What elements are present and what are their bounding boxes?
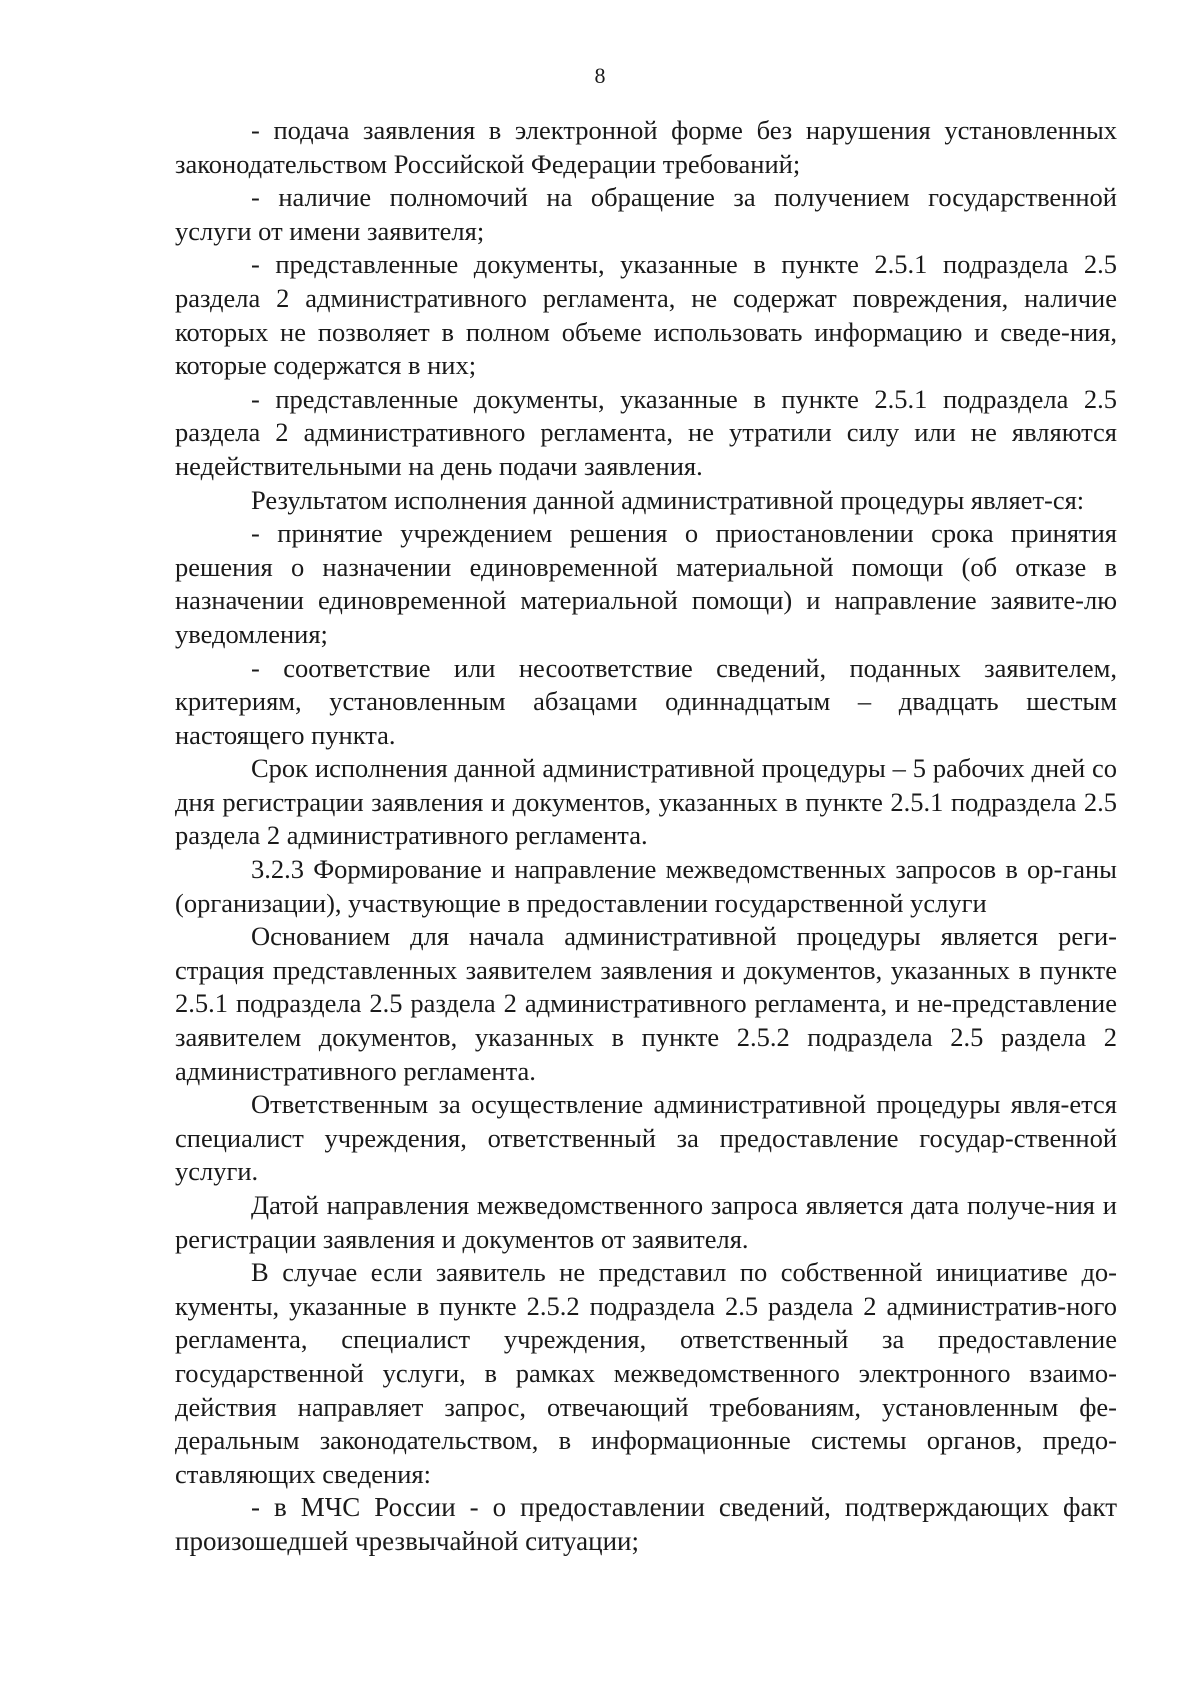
paragraph-documents-not-damaged: - представленные документы, указанные в пункте 2.5.1 подраздела 2.5 раздела 2 административного регламента, не содержат повреждения, наличие которых не позволяет в полном объеме использовать информацию и сведе-ния, которые содержатся в них; [175, 249, 1117, 381]
page-number: 8 [594, 63, 606, 88]
paragraph-responsible: Ответственным за осуществление административной процедуры явля-ется специалист учреждения, ответственный за предоставление государ-ственной услуги. [175, 1089, 1117, 1187]
paragraph-authority: - наличие полномочий на обращение за получением государственной услуги от имени заявителя; [175, 182, 1117, 246]
paragraph-deadline: Срок исполнения данной административной процедуры – 5 рабочих дней со дня регистрации заявления и документов, указанных в пункте 2.5.1 подраздела 2.5 раздела 2 административного регламента. [175, 753, 1117, 851]
paragraph-request-date: Датой направления межведомственного запроса является дата получе-ния и регистрации заявления и документов от заявителя. [175, 1190, 1117, 1254]
paragraph-basis: Основанием для начала административной процедуры является реги-страция представленных заявителем заявления и документов, указанных в пункте 2.5.1 подраздела 2.5 раздела 2 административного регламента, и не-представление заявителем документов, указанных в пункте 2.5.2 подраздела 2.5 раздела 2 административного регламента. [175, 921, 1117, 1086]
paragraph-mchs: - в МЧС России - о предоставлении сведений, подтверждающих факт произошедшей чрезвычайной ситуации; [175, 1492, 1117, 1556]
document-body [175, 114, 1117, 1559]
paragraph-result-intro: Результатом исполнения данной административной процедуры являет-ся: [251, 484, 1085, 515]
paragraph-documents-valid: - представленные документы, указанные в пункте 2.5.1 подраздела 2.5 раздела 2 административного регламента, не утратили силу или не являются недействительными на день подачи заявления. [175, 383, 1117, 481]
paragraph-electronic-submission: - подача заявления в электронной форме без нарушения установленных законодательством Российской Федерации требований; [175, 115, 1117, 179]
section-heading-3-2-3: 3.2.3 Формирование и направление межведомственных запросов в ор-ганы (организации), участвующие в предоставлении государственной услуги [175, 854, 1117, 918]
paragraph-result-criteria: - соответствие или несоответствие сведений, поданных заявителем, критериям, установленным абзацами одиннадцатым – двадцать шестым настоящего пункта. [175, 652, 1117, 750]
paragraph-interagency-request: В случае если заявитель не представил по собственной инициативе до-кументы, указанные в пункте 2.5.2 подраздела 2.5 раздела 2 административ-ного регламента, специалист учреждения, ответственный за предоставление государственной услуги, в рамках межведомственного электронного взаимо-действия направляет запрос, отвечающий требованиям, установленным фе-деральным законодательством, в информационные системы органов, предо-ставляющих сведения: [175, 1257, 1117, 1489]
paragraph-result-suspension: - принятие учреждением решения о приостановлении срока принятия решения о назначении единовременной материальной помощи (об отказе в назначении единовременной материальной помощи) и направление заявите-лю уведомления; [175, 518, 1117, 649]
